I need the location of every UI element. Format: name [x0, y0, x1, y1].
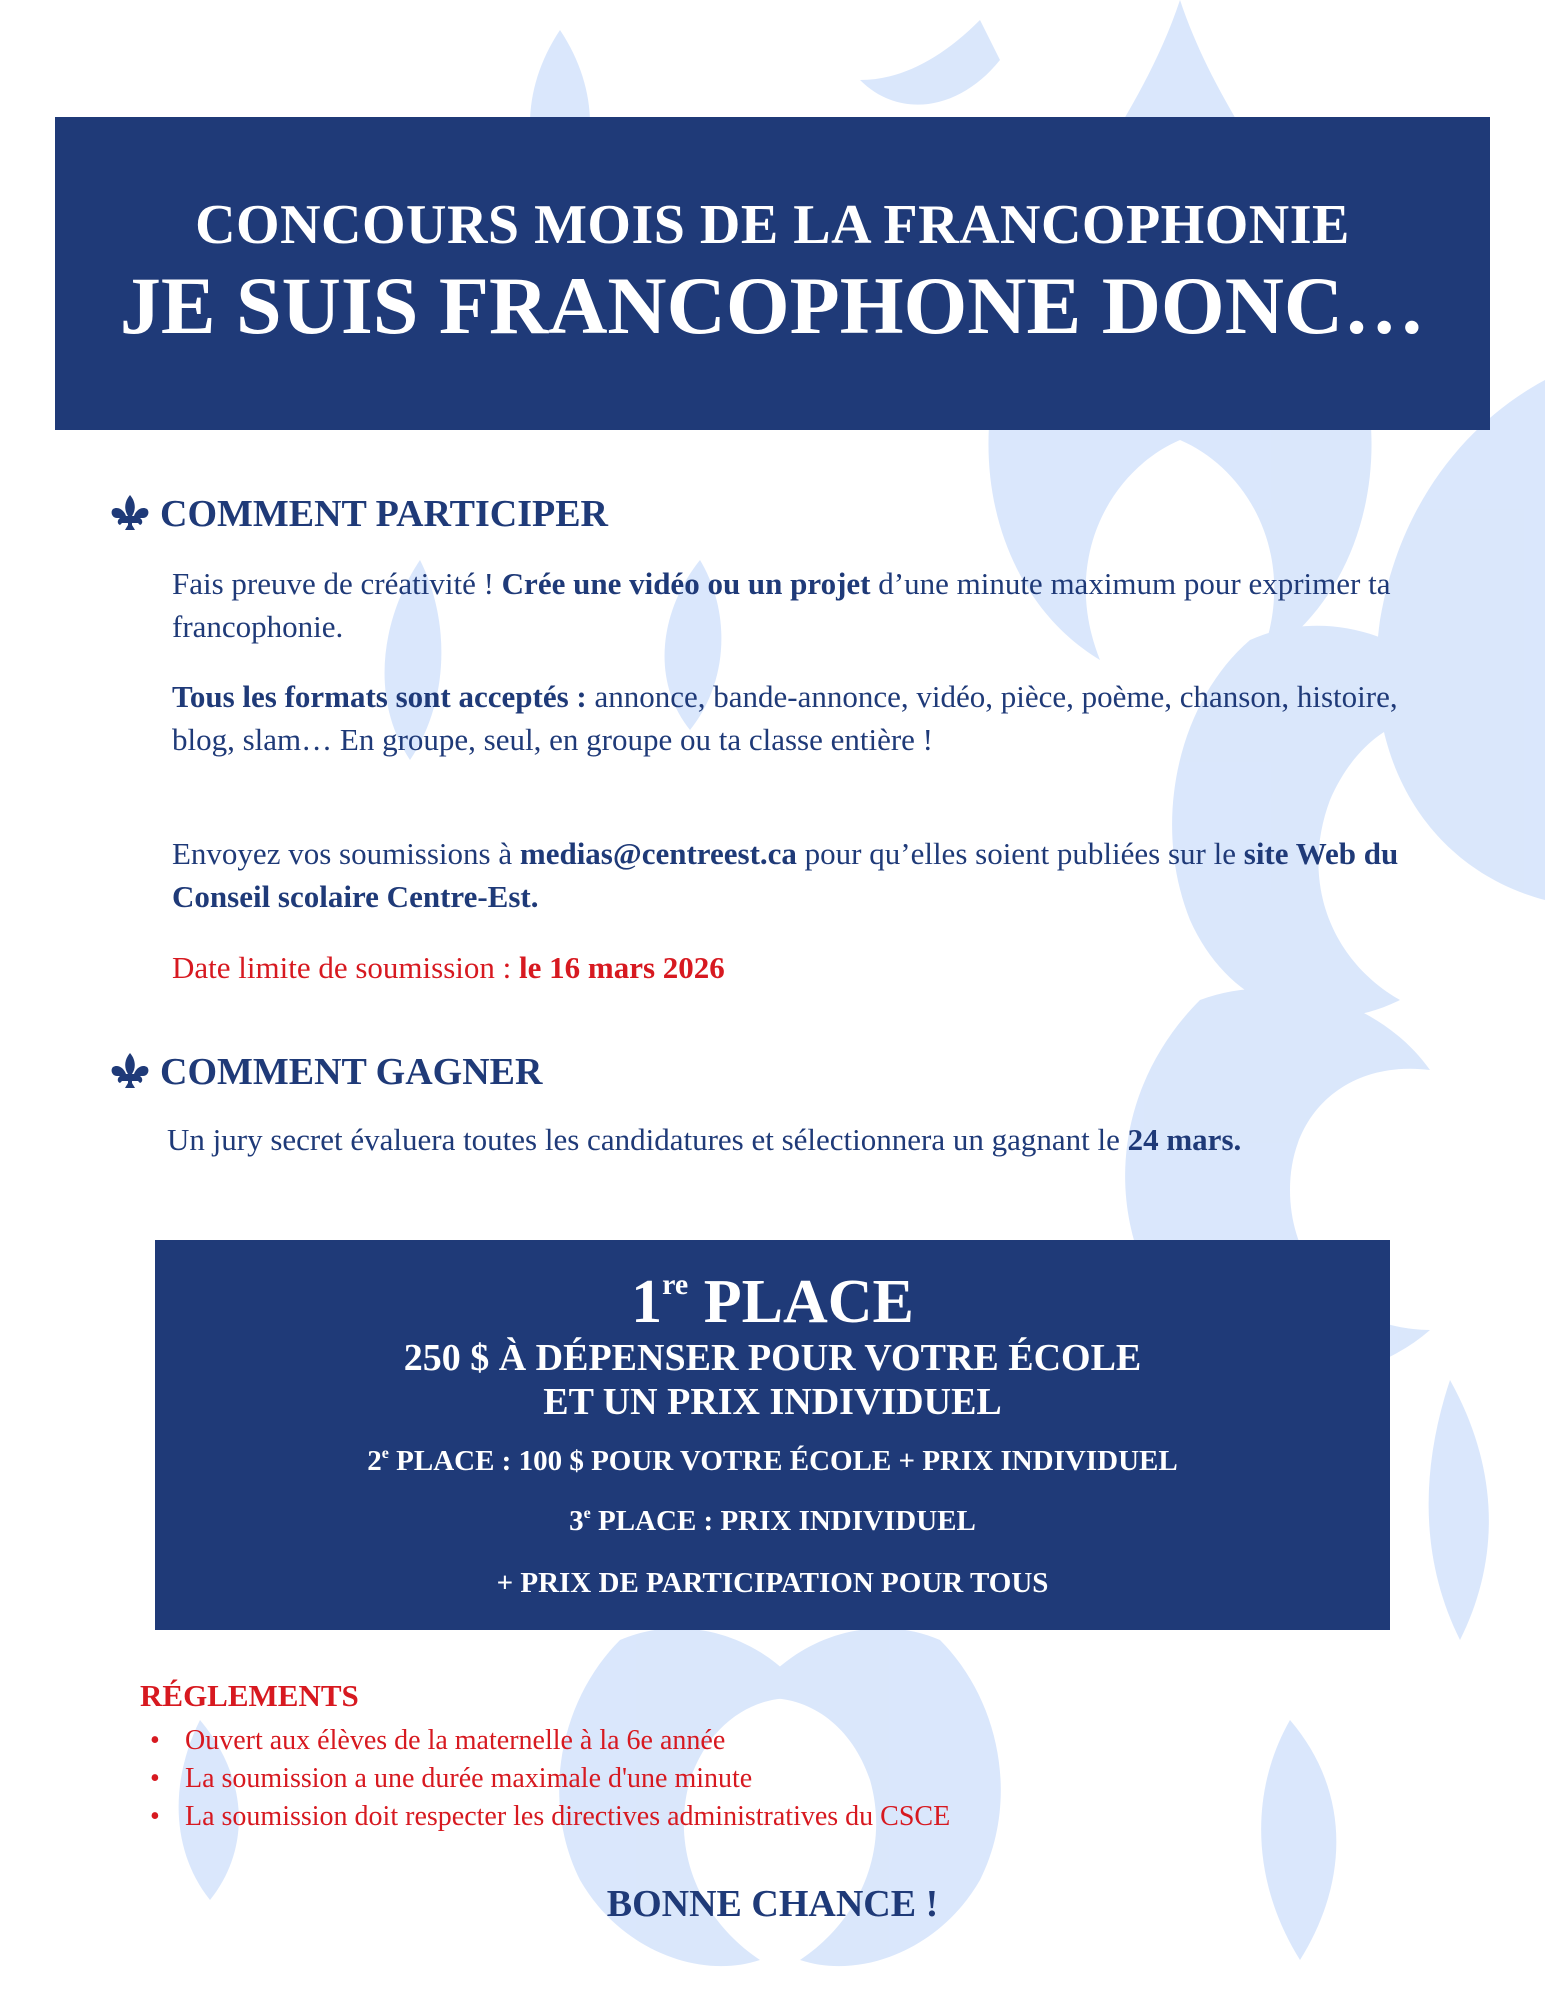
first-place-heading [155, 1268, 1390, 1336]
superscript: re [662, 1268, 689, 1301]
text-run: 1 [631, 1268, 663, 1336]
text-run: Envoyez vos soumissions à [172, 836, 520, 871]
deadline [172, 946, 1412, 989]
contest-slogan: JE SUIS FRANCOPHONE DONC… [119, 259, 1426, 351]
rule-text: Ouvert aux élèves de la maternelle à la 6e année [185, 1725, 726, 1756]
participation-prize: + PRIX DE PARTICIPATION POUR TOUS [496, 1567, 1049, 1599]
text-run: Un jury secret évaluera toutes les candidatures et sélectionnera un gagnant le [167, 1122, 1128, 1157]
bullet-icon: • [150, 1801, 160, 1832]
closing-message: BONNE CHANCE ! [606, 1883, 939, 1925]
text-run: 3 [569, 1505, 584, 1537]
section-title-participate-text: COMMENT PARTICIPER [160, 493, 608, 535]
email-link[interactable]: medias@centreest.ca [519, 836, 797, 871]
text-run-bold: Crée une vidéo ou un projet [501, 566, 871, 601]
bullet-icon: • [150, 1763, 160, 1794]
text-run: Fais preuve de créativité ! [172, 566, 502, 601]
third-place [155, 1505, 1390, 1538]
text-run: annonce, bande-annonce, vidéo, pièce, poème, chanson, histoire, blog, slam… En groupe, seul, en groupe ou ta classe entière ! [172, 679, 1398, 757]
list-item [140, 1798, 950, 1836]
section-title-win [108, 1050, 542, 1094]
rule-text: La soumission doit respecter les directives administratives du CSCE [185, 1801, 951, 1832]
list-item [140, 1760, 950, 1798]
contest-title: CONCOURS MOIS DE LA FRANCOPHONIE [195, 194, 1350, 256]
paragraph-formats [172, 675, 1412, 761]
deadline-date: le 16 mars 2026 [519, 950, 725, 985]
paragraph-submissions [172, 832, 1412, 918]
fleur-de-lis-icon [108, 1050, 152, 1094]
text-run: 2 [367, 1445, 382, 1477]
fleur-de-lis-icon [108, 492, 152, 536]
bullet-icon: • [150, 1725, 160, 1756]
section-title-participate [108, 492, 608, 536]
text-run-bold: site Web du Conseil scolaire Centre-Est. [172, 836, 1399, 914]
text-run: PLACE [688, 1268, 914, 1336]
text-run: PLACE : 100 $ POUR VOTRE ÉCOLE + PRIX INDIVIDUEL [388, 1445, 1178, 1477]
deadline-label: Date limite de soumission : [172, 950, 519, 985]
prize-box [155, 1240, 1390, 1630]
list-item [140, 1722, 950, 1760]
rules-list [140, 1722, 950, 1836]
second-place [155, 1445, 1390, 1478]
superscript: e [381, 1445, 389, 1462]
header-banner [55, 117, 1490, 430]
rule-text: La soumission a une durée maximale d'une minute [185, 1763, 753, 1794]
rules-title: RÉGLEMENTS [140, 1678, 359, 1713]
first-place-desc-line2: ET UN PRIX INDIVIDUEL [543, 1381, 1002, 1423]
text-run: PLACE : PRIX INDIVIDUEL [590, 1505, 976, 1537]
paragraph-creativity [172, 562, 1412, 648]
text-run-bold: 24 mars. [1127, 1122, 1242, 1157]
text-run: d’une minute maximum pour exprimer ta francophonie. [172, 566, 1391, 644]
paragraph-jury [167, 1118, 1407, 1161]
superscript: e [583, 1505, 591, 1522]
section-title-win-text: COMMENT GAGNER [160, 1051, 543, 1093]
text-run-bold: Tous les formats sont acceptés : [172, 679, 595, 714]
first-place-desc-line1: 250 $ À DÉPENSER POUR VOTRE ÉCOLE [403, 1337, 1142, 1379]
text-run: pour qu’elles soient publiées sur le [796, 836, 1244, 871]
first-place-description [155, 1336, 1390, 1424]
